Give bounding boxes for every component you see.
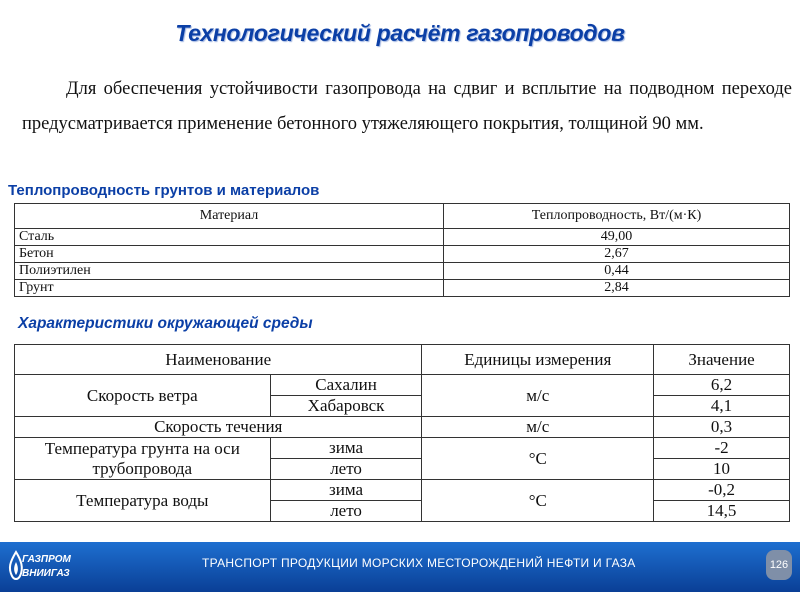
environment-table — [14, 344, 790, 522]
cell-soil-val2: 10 — [654, 459, 790, 480]
table-header-row — [15, 345, 790, 375]
cell-water-sub2: лето — [270, 501, 422, 522]
header-conductivity: Теплопроводность, Вт/(м·К) — [444, 204, 790, 229]
intro-paragraph: Для обеспечения устойчивости газопровода на сдвиг и всплытие на подводном переходе предусматривается применение бетонного утяжеляющего покрытия, толщиной 90 мм. — [22, 79, 792, 134]
table-row — [15, 280, 790, 297]
table-row — [15, 438, 790, 459]
gazprom-logo — [6, 546, 71, 588]
table-row — [15, 246, 790, 263]
cell-value: 2,84 — [444, 280, 790, 297]
cell-wind-sub2: Хабаровск — [270, 396, 422, 417]
header-name: Наименование — [15, 345, 422, 375]
cell-water-val1: -0,2 — [654, 480, 790, 501]
cell-wind-name: Скорость ветра — [15, 375, 271, 417]
page-title: Технологический расчёт газопроводов — [175, 20, 625, 46]
cell-value: 0,44 — [444, 263, 790, 280]
section-title-thermal: Теплопроводность грунтов и материалов — [8, 182, 320, 199]
cell-current-unit: м/с — [422, 417, 654, 438]
table-row — [15, 480, 790, 501]
cell-soil-sub2: лето — [270, 459, 422, 480]
table-row — [15, 263, 790, 280]
cell-water-sub1: зима — [270, 480, 422, 501]
cell-soil-val1: -2 — [654, 438, 790, 459]
cell-soil-name: Температура грунта на оси трубопровода — [15, 438, 271, 480]
cell-wind-val1: 6,2 — [654, 375, 790, 396]
table-row — [15, 375, 790, 396]
logo-text-line1: ГАЗПРОМ — [22, 554, 71, 565]
cell-material: Сталь — [15, 229, 444, 246]
cell-material: Полиэтилен — [15, 263, 444, 280]
cell-material: Бетон — [15, 246, 444, 263]
header-value: Значение — [654, 345, 790, 375]
cell-wind-val2: 4,1 — [654, 396, 790, 417]
page-number: 126 — [766, 550, 792, 580]
cell-water-name: Температура воды — [15, 480, 271, 522]
cell-value: 2,67 — [444, 246, 790, 263]
table-row — [15, 417, 790, 438]
cell-water-unit: °С — [422, 480, 654, 522]
cell-wind-sub1: Сахалин — [270, 375, 422, 396]
section-title-environment: Характеристики окружающей среды — [18, 315, 313, 332]
footer-strip — [0, 592, 800, 600]
table-row — [15, 229, 790, 246]
cell-current-name: Скорость течения — [15, 417, 422, 438]
cell-current-val: 0,3 — [654, 417, 790, 438]
table-header-row — [15, 204, 790, 229]
cell-material: Грунт — [15, 280, 444, 297]
thermal-conductivity-table — [14, 203, 790, 297]
header-material: Материал — [15, 204, 444, 229]
header-unit: Единицы измерения — [422, 345, 654, 375]
cell-soil-sub1: зима — [270, 438, 422, 459]
cell-value: 49,00 — [444, 229, 790, 246]
cell-water-val2: 14,5 — [654, 501, 790, 522]
cell-soil-unit: °С — [422, 438, 654, 480]
logo-text-line2: ВНИИГАЗ — [22, 568, 70, 579]
cell-wind-unit: м/с — [422, 375, 654, 417]
footer-title: ТРАНСПОРТ ПРОДУКЦИИ МОРСКИХ МЕСТОРОЖДЕНИЙ НЕФТИ И ГАЗА — [202, 556, 636, 570]
